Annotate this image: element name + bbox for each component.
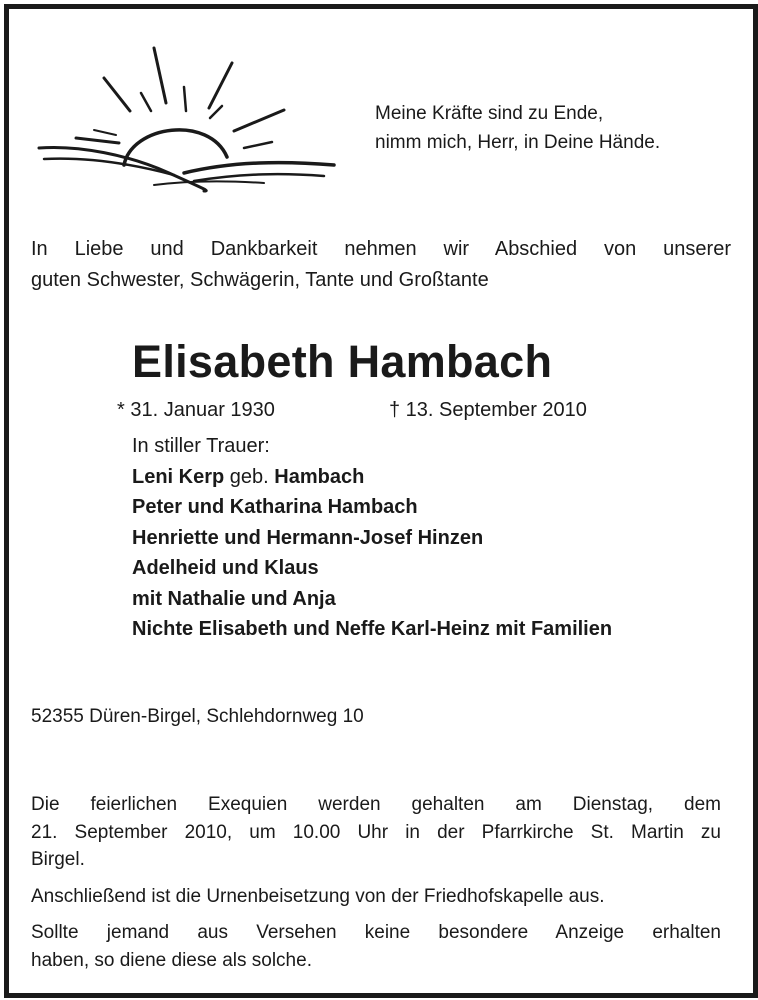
mourner-maiden-prefix: geb.: [224, 465, 275, 488]
bible-verse: [375, 99, 660, 157]
intro-text: [31, 234, 731, 296]
list-item: mit Nathalie und Anja: [132, 587, 336, 610]
death-date: † 13. September 2010: [389, 399, 587, 421]
list-item: Adelheid und Klaus: [132, 557, 319, 579]
service-line: Die feierlichen Exequien werden gehalten am Dienstag, dem: [31, 794, 721, 815]
service-line: Anschließend ist die Urnenbeisetzung von der Friedhofskapelle aus.: [31, 885, 605, 907]
service-line: Birgel.: [31, 849, 85, 870]
birth-date: * 31. Januar 1930: [117, 399, 275, 421]
list-item: Henriette und Hermann-Josef Hinzen: [132, 526, 484, 549]
address: 52355 Düren-Birgel, Schlehdornweg 10: [31, 706, 364, 727]
mourners-heading: In stiller Trauer:: [132, 435, 270, 457]
mourner-maiden-name: Hambach: [274, 465, 365, 488]
verse-line: Meine Kräfte sind zu Ende,: [375, 103, 604, 124]
intro-line: In Liebe und Dankbarkeit nehmen wir Abschied von unserer: [31, 238, 731, 260]
mourner-name: Leni Kerp: [132, 465, 225, 488]
intro-line: guten Schwester, Schwägerin, Tante und Großtante: [31, 269, 489, 291]
service-info: [31, 791, 721, 974]
list-item: [132, 462, 612, 493]
deceased-name: Elisabeth Hambach: [132, 336, 553, 387]
service-line: Sollte jemand aus Versehen keine besondere Anzeige erhalten: [31, 922, 721, 943]
setting-sun-icon: [34, 45, 339, 195]
obituary-notice: [4, 4, 758, 998]
verse-line: nimm mich, Herr, in Deine Hände.: [375, 132, 661, 153]
list-item: Nichte Elisabeth und Neffe Karl-Heinz mit Familien: [132, 618, 613, 640]
service-line: 21. September 2010, um 10.00 Uhr in der Pfarrkirche St. Martin zu: [31, 821, 721, 843]
service-line: haben, so diene diese als solche.: [31, 949, 312, 971]
list-item: Peter und Katharina Hambach: [132, 496, 418, 518]
mourners-list: [132, 431, 612, 645]
